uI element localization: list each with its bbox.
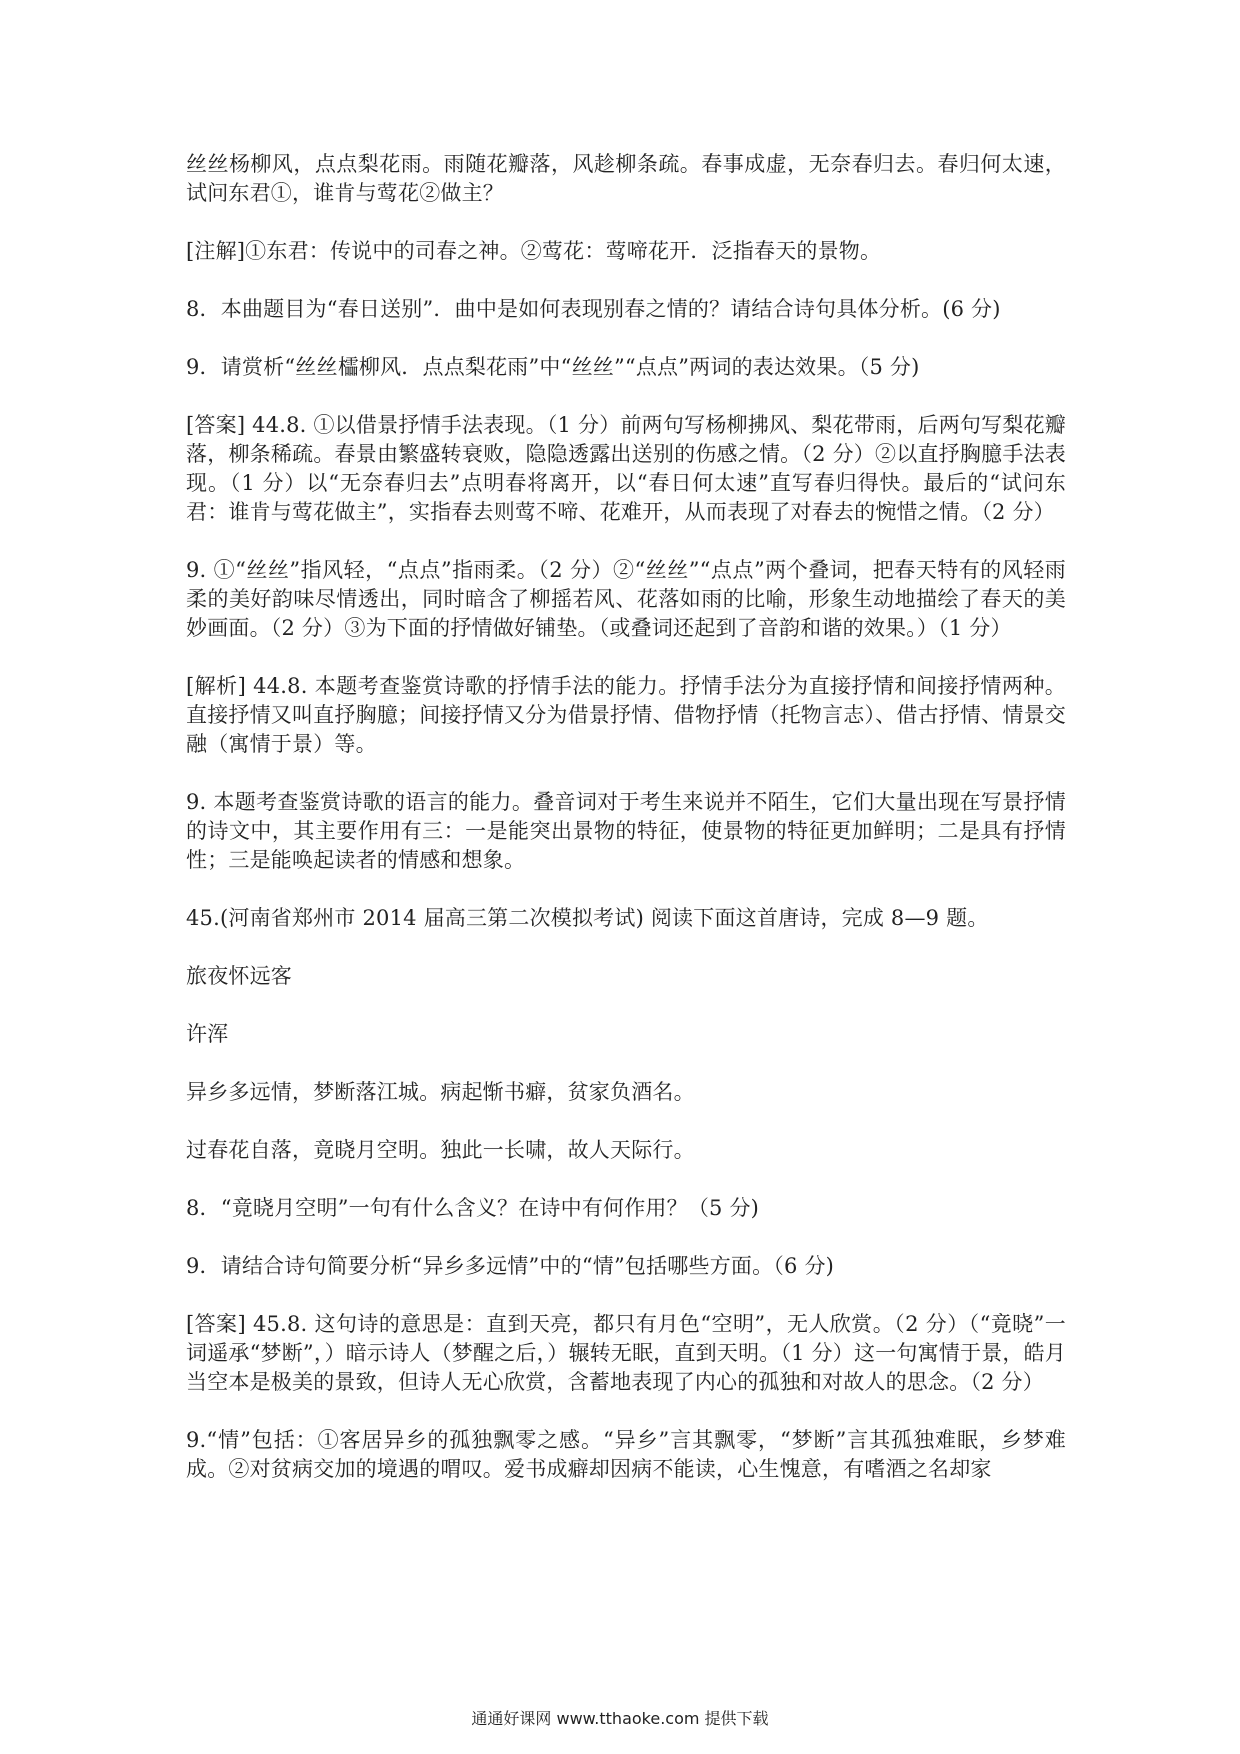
answer-45-8: [答案] 45.8. 这句诗的意思是：直到天亮，都只有月色“空明”，无人欣赏。（2 分）（“竟晓”一词遥承“梦断”，）暗示诗人（梦醒之后，）辗转无眠，直到天明。（1 分）这一句寓情于景，皓月当空本是极美的景致，但诗人无心欣赏，含蓄地表现了内心的孤独和对故人的思念。（2 分） xyxy=(186,1312,1067,1394)
poem-title: 旅夜怀远客 xyxy=(186,964,292,988)
question-45-8: 8．“竟晓月空明”一句有什么含义？在诗中有何作用？（5 分) xyxy=(186,1196,760,1220)
analysis-44-9: 9. 本题考查鉴赏诗歌的语言的能力。叠音词对于考生来说并不陌生，它们大量出现在写景抒情的诗文中，其主要作用有三：一是能突出景物的特征，使景物的特征更加鲜明；二是具有抒情性；三是能唤起读者的情感和想象。 xyxy=(186,790,1066,872)
document-body xyxy=(186,150,1066,1513)
answer-44-8: [答案] 44.8. ①以借景抒情手法表现。（1 分）前两句写杨柳拂风、梨花带雨，后两句写梨花瓣落，柳条稀疏。春景由繁盛转衰败，隐隐透露出送别的伤感之情。（2 分）②以直抒胸臆手法表现。（1 分）以“无奈春归去”点明春将离开，以“春日何太速”直写春归得快。最后的“试问东君：谁肯与莺花做主”，实指春去则莺不啼、花难开，从而表现了对春去的惋惜之情。（2 分） xyxy=(186,413,1066,524)
annotation: [注解]①东君：传说中的司春之神。②莺花：莺啼花开．泛指春天的景物。 xyxy=(186,239,882,263)
answer-45-9: 9.“情”包括：①客居异乡的孤独飘零之感。“异乡”言其飘零，“梦断”言其孤独难眠，乡梦难成。②对贫病交加的境遇的喟叹。爱书成癖却因病不能读，心生愧意，有嗜酒之名却家 xyxy=(186,1428,1066,1481)
question-8: 8．本曲题目为“春日送别”．曲中是如何表现别春之情的？请结合诗句具体分析。(6 分) xyxy=(186,297,1001,321)
question-9: 9．请赏析“丝丝櫺柳风．点点梨花雨”中“丝丝”“点点”两词的表达效果。（5 分) xyxy=(186,355,920,379)
question-45-9: 9．请结合诗句简要分析“异乡多远情”中的“情”包括哪些方面。（6 分) xyxy=(186,1254,835,1278)
analysis-44-8: [解析] 44.8. 本题考查鉴赏诗歌的抒情手法的能力。抒情手法分为直接抒情和间接抒情两种。直接抒情又叫直抒胸臆；间接抒情又分为借景抒情、借物抒情（托物言志）、借古抒情、情景交融（寓情于景）等。 xyxy=(186,674,1066,756)
poem-text: 丝丝杨柳风，点点梨花雨。雨随花瓣落，风趁柳条疏。春事成虚，无奈春归去。春归何太速，试问东君①，谁肯与莺花②做主？ xyxy=(186,152,1066,205)
question-45-intro: 45.(河南省郑州市 2014 届高三第二次模拟考试) 阅读下面这首唐诗，完成 8—9 题。 xyxy=(186,906,989,930)
poem-line-2: 过春花自落，竟晓月空明。独此一长啸，故人天际行。 xyxy=(186,1138,695,1162)
poem-line-1: 异乡多远情，梦断落江城。病起惭书癖，贫家负酒名。 xyxy=(186,1080,695,1104)
page-footer: 通通好课网 www.tthaoke.com 提供下载 xyxy=(471,1709,769,1728)
poem-author: 许浑 xyxy=(186,1022,229,1046)
answer-44-9: 9. ①“丝丝”指风轻，“点点”指雨柔。（2 分）②“丝丝”“点点”两个叠词，把春天特有的风轻雨柔的美好韵味尽情透出，同时暗含了柳摇若风、花落如雨的比喻，形象生动地描绘了春天的美妙画面。（2 分）③为下面的抒情做好铺垫。（或叠词还起到了音韵和谐的效果。）（1 分） xyxy=(186,558,1066,640)
